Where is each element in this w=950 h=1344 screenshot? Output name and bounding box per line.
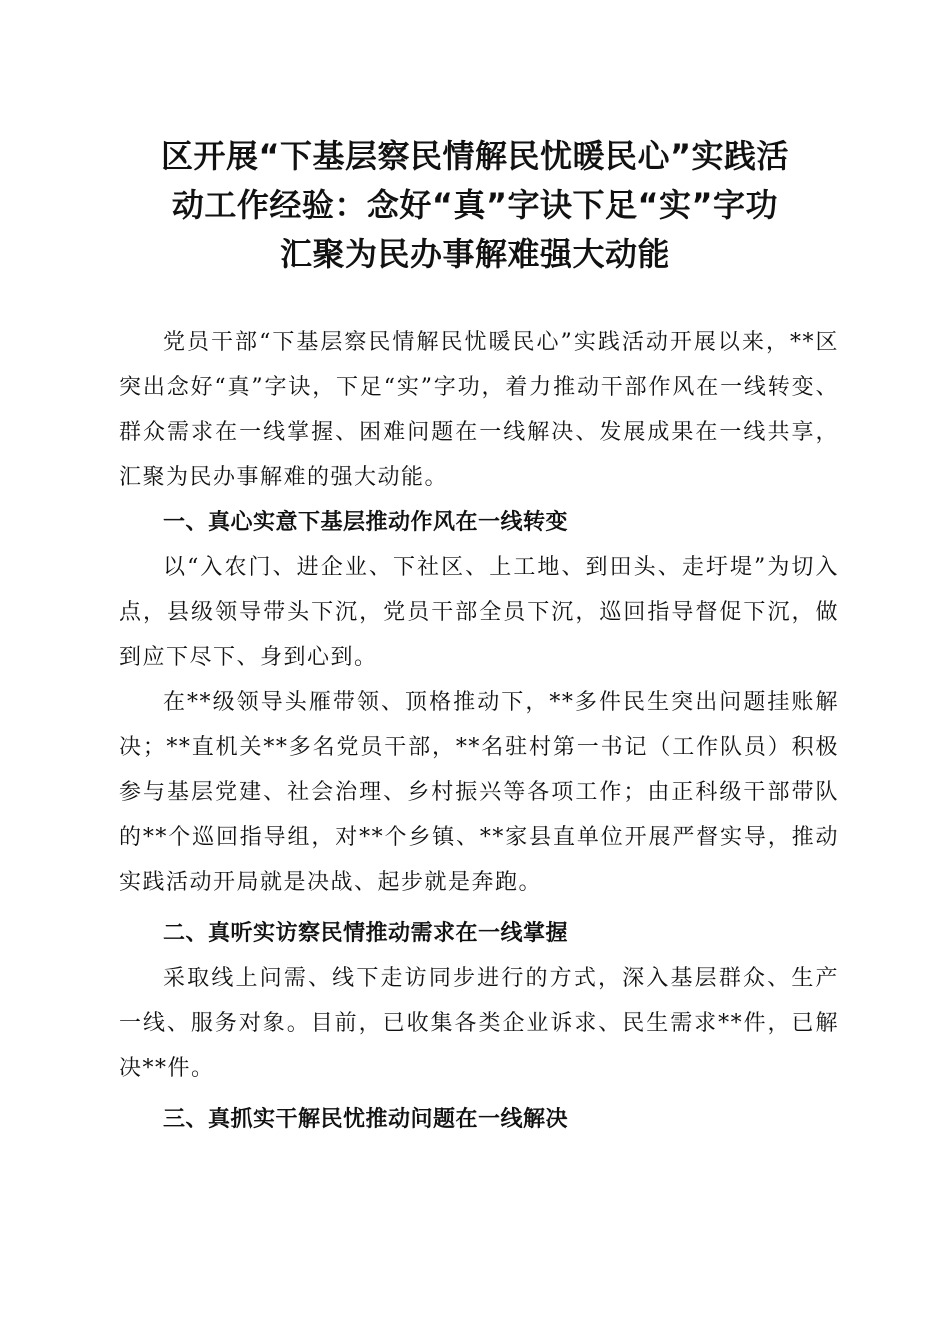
title-line-1: 区开展“下基层察民情解民忧暖民心”实践活: [160, 137, 790, 175]
section-1-paragraph-1: 以“入农门、进企业、下社区、上工地、到田头、走圩堤”为切入点，县级领导带头下沉，党员干部全员下沉，巡回指导督促下沉，做到应下尽下、身到心到。: [119, 555, 839, 670]
section-heading-2: 二、真听实访察民情推动需求在一线掌握: [163, 921, 569, 946]
section-heading-3: 三、真抓实干解民忧推动问题在一线解决: [163, 1107, 569, 1132]
title-line-3: 汇聚为民办事解难强大动能: [279, 235, 670, 273]
document-body: [119, 320, 839, 1142]
title-line-2: 动工作经验：念好“真”字诀下足“实”字功: [171, 186, 779, 224]
document-title: [110, 132, 840, 279]
intro-paragraph: 党员干部“下基层察民情解民忧暖民心”实践活动开展以来，**区突出念好“真”字诀，下足“实”字功，着力推动干部作风在一线转变、群众需求在一线掌握、困难问题在一线解决、发展成果在一线共享，汇聚为民办事解难的强大动能。: [119, 330, 839, 490]
section-1-paragraph-2: 在**级领导头雁带领、顶格推动下，**多件民生突出问题挂账解决；**直机关**多名党员干部，**名驻村第一书记（工作队员）积极参与基层党建、社会治理、乡村振兴等各项工作；由正科级干部带队的**个巡回指导组，对**个乡镇、**家县直单位开展严督实导，推动实践活动开局就是决战、起步就是奔跑。: [119, 690, 839, 895]
section-2-paragraph-1: 采取线上问需、线下走访同步进行的方式，深入基层群众、生产一线、服务对象。目前，已收集各类企业诉求、民生需求**件，已解决**件。: [119, 966, 839, 1081]
section-heading-1: 一、真心实意下基层推动作风在一线转变: [163, 510, 569, 535]
